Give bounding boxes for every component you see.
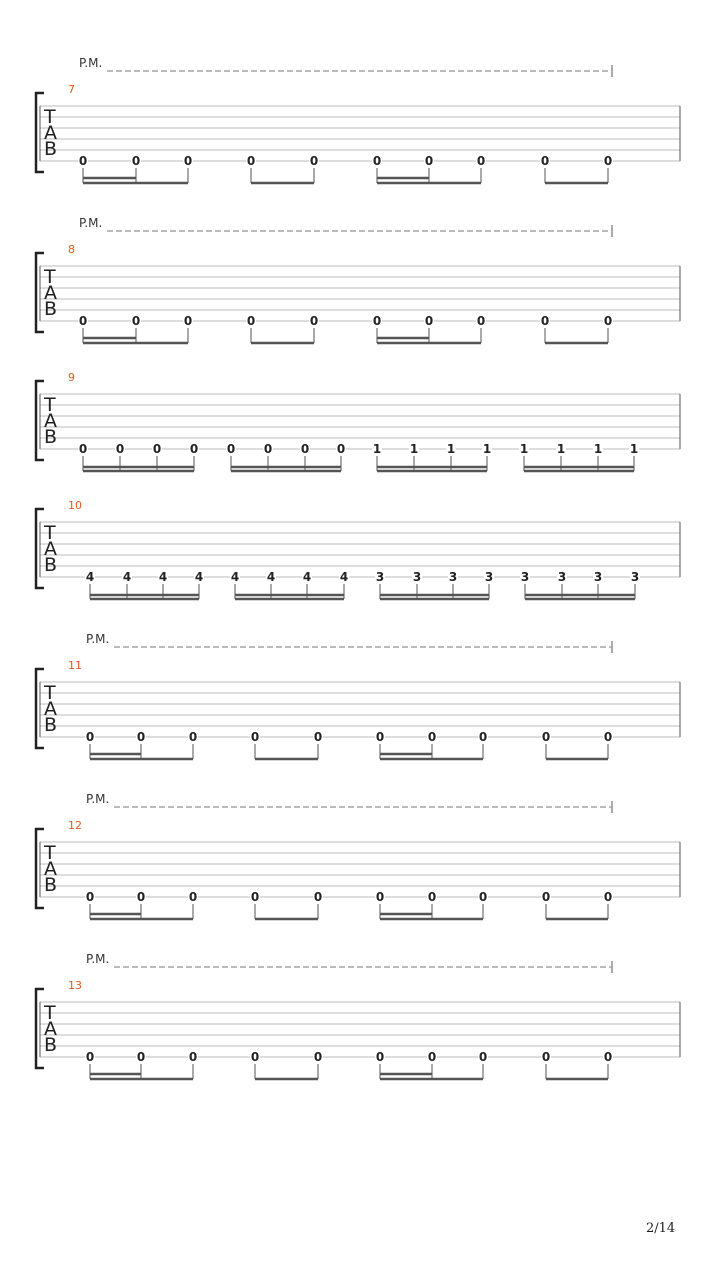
tab-system-bar-7 bbox=[36, 56, 680, 183]
fret-number: 0 bbox=[541, 890, 551, 904]
fret-number: 3 bbox=[412, 570, 422, 584]
tab-system-bar-8 bbox=[36, 216, 680, 343]
fret-number: 0 bbox=[424, 154, 434, 168]
tab-clef-letter-a: A bbox=[44, 410, 57, 432]
fret-number: 0 bbox=[78, 442, 88, 456]
fret-number: 0 bbox=[188, 890, 198, 904]
fret-number: 1 bbox=[629, 442, 639, 456]
fret-number: 1 bbox=[482, 442, 492, 456]
tab-system-bar-13 bbox=[36, 952, 680, 1079]
tab-clef-letter-b: B bbox=[44, 138, 58, 160]
fret-number: 0 bbox=[603, 154, 613, 168]
tab-clef-letter-a: A bbox=[44, 698, 57, 720]
fret-number: 3 bbox=[593, 570, 603, 584]
fret-number: 0 bbox=[540, 154, 550, 168]
fret-number: 0 bbox=[372, 154, 382, 168]
bar-number: 13 bbox=[68, 979, 82, 992]
fret-number: 0 bbox=[183, 314, 193, 328]
fret-number: 4 bbox=[339, 570, 349, 584]
fret-number: 0 bbox=[336, 442, 346, 456]
fret-number: 1 bbox=[556, 442, 566, 456]
fret-number: 0 bbox=[300, 442, 310, 456]
tab-clef-letter-b: B bbox=[44, 426, 58, 448]
tab-clef-letter-t: T bbox=[44, 266, 56, 288]
fret-number: 0 bbox=[152, 442, 162, 456]
fret-number: 4 bbox=[85, 570, 95, 584]
fret-number: 0 bbox=[372, 314, 382, 328]
tab-clef-letter-a: A bbox=[44, 858, 57, 880]
fret-number: 0 bbox=[427, 890, 437, 904]
page-number: 2/14 bbox=[646, 1221, 676, 1236]
tab-system-bar-11 bbox=[36, 632, 680, 759]
fret-number: 0 bbox=[476, 314, 486, 328]
fret-number: 4 bbox=[194, 570, 204, 584]
tab-clef-letter-b: B bbox=[44, 298, 58, 320]
fret-number: 3 bbox=[448, 570, 458, 584]
palm-mute-label: P.M. bbox=[79, 216, 103, 230]
tab-clef-letter-t: T bbox=[44, 394, 56, 416]
tab-system-bar-9 bbox=[36, 371, 680, 471]
fret-number: 0 bbox=[78, 314, 88, 328]
fret-number: 0 bbox=[136, 1050, 146, 1064]
tab-clef-letter-b: B bbox=[44, 874, 58, 896]
fret-number: 0 bbox=[183, 154, 193, 168]
palm-mute-label: P.M. bbox=[86, 632, 110, 646]
fret-number: 1 bbox=[372, 442, 382, 456]
fret-number: 0 bbox=[250, 890, 260, 904]
bar-number: 9 bbox=[68, 371, 75, 384]
fret-number: 1 bbox=[519, 442, 529, 456]
fret-number: 1 bbox=[446, 442, 456, 456]
fret-number: 0 bbox=[424, 314, 434, 328]
fret-number: 0 bbox=[313, 1050, 323, 1064]
fret-number: 0 bbox=[85, 890, 95, 904]
tab-clef-letter-b: B bbox=[44, 1034, 58, 1056]
bar-number: 11 bbox=[68, 659, 82, 672]
fret-number: 0 bbox=[427, 1050, 437, 1064]
fret-number: 0 bbox=[131, 154, 141, 168]
tab-system-bar-10 bbox=[36, 499, 680, 599]
fret-number: 0 bbox=[375, 1050, 385, 1064]
tab-clef-letter-t: T bbox=[44, 1002, 56, 1024]
tab-clef-letter-b: B bbox=[44, 714, 58, 736]
fret-number: 1 bbox=[409, 442, 419, 456]
fret-number: 0 bbox=[309, 314, 319, 328]
fret-number: 0 bbox=[375, 730, 385, 744]
fret-number: 0 bbox=[603, 890, 613, 904]
fret-number: 0 bbox=[478, 890, 488, 904]
fret-number: 0 bbox=[541, 1050, 551, 1064]
bar-number: 7 bbox=[68, 83, 75, 96]
tab-clef-letter-a: A bbox=[44, 538, 57, 560]
fret-number: 0 bbox=[263, 442, 273, 456]
bar-number: 12 bbox=[68, 819, 82, 832]
fret-number: 4 bbox=[158, 570, 168, 584]
fret-number: 0 bbox=[250, 730, 260, 744]
fret-number: 3 bbox=[630, 570, 640, 584]
fret-number: 0 bbox=[603, 730, 613, 744]
fret-number: 0 bbox=[476, 154, 486, 168]
palm-mute-label: P.M. bbox=[86, 792, 110, 806]
tab-clef-letter-a: A bbox=[44, 282, 57, 304]
fret-number: 0 bbox=[226, 442, 236, 456]
tab-clef-letter-a: A bbox=[44, 1018, 57, 1040]
bar-number: 8 bbox=[68, 243, 75, 256]
fret-number: 0 bbox=[246, 154, 256, 168]
fret-number: 3 bbox=[557, 570, 567, 584]
fret-number: 0 bbox=[85, 730, 95, 744]
tab-clef-letter-t: T bbox=[44, 682, 56, 704]
fret-number: 0 bbox=[427, 730, 437, 744]
tab-system-bar-12 bbox=[36, 792, 680, 919]
tab-clef-letter-t: T bbox=[44, 522, 56, 544]
fret-number: 0 bbox=[603, 1050, 613, 1064]
fret-number: 0 bbox=[478, 730, 488, 744]
tab-clef-letter-a: A bbox=[44, 122, 57, 144]
fret-number: 4 bbox=[122, 570, 132, 584]
palm-mute-label: P.M. bbox=[86, 952, 110, 966]
fret-number: 0 bbox=[85, 1050, 95, 1064]
fret-number: 3 bbox=[484, 570, 494, 584]
fret-number: 0 bbox=[313, 730, 323, 744]
fret-number: 4 bbox=[266, 570, 276, 584]
fret-number: 0 bbox=[478, 1050, 488, 1064]
fret-number: 0 bbox=[188, 730, 198, 744]
tab-clef-letter-b: B bbox=[44, 554, 58, 576]
fret-number: 0 bbox=[309, 154, 319, 168]
fret-number: 0 bbox=[603, 314, 613, 328]
fret-number: 3 bbox=[520, 570, 530, 584]
tab-clef-letter-t: T bbox=[44, 106, 56, 128]
palm-mute-label: P.M. bbox=[79, 56, 103, 70]
fret-number: 0 bbox=[375, 890, 385, 904]
tab-clef-letter-t: T bbox=[44, 842, 56, 864]
bar-number: 10 bbox=[68, 499, 82, 512]
fret-number: 0 bbox=[136, 890, 146, 904]
fret-number: 1 bbox=[593, 442, 603, 456]
fret-number: 0 bbox=[78, 154, 88, 168]
fret-number: 0 bbox=[541, 730, 551, 744]
fret-number: 0 bbox=[136, 730, 146, 744]
fret-number: 0 bbox=[115, 442, 125, 456]
fret-number: 0 bbox=[250, 1050, 260, 1064]
fret-number: 3 bbox=[375, 570, 385, 584]
fret-number: 0 bbox=[188, 1050, 198, 1064]
fret-number: 0 bbox=[246, 314, 256, 328]
fret-number: 4 bbox=[302, 570, 312, 584]
fret-number: 0 bbox=[540, 314, 550, 328]
fret-number: 0 bbox=[189, 442, 199, 456]
fret-number: 4 bbox=[230, 570, 240, 584]
fret-number: 0 bbox=[313, 890, 323, 904]
fret-number: 0 bbox=[131, 314, 141, 328]
